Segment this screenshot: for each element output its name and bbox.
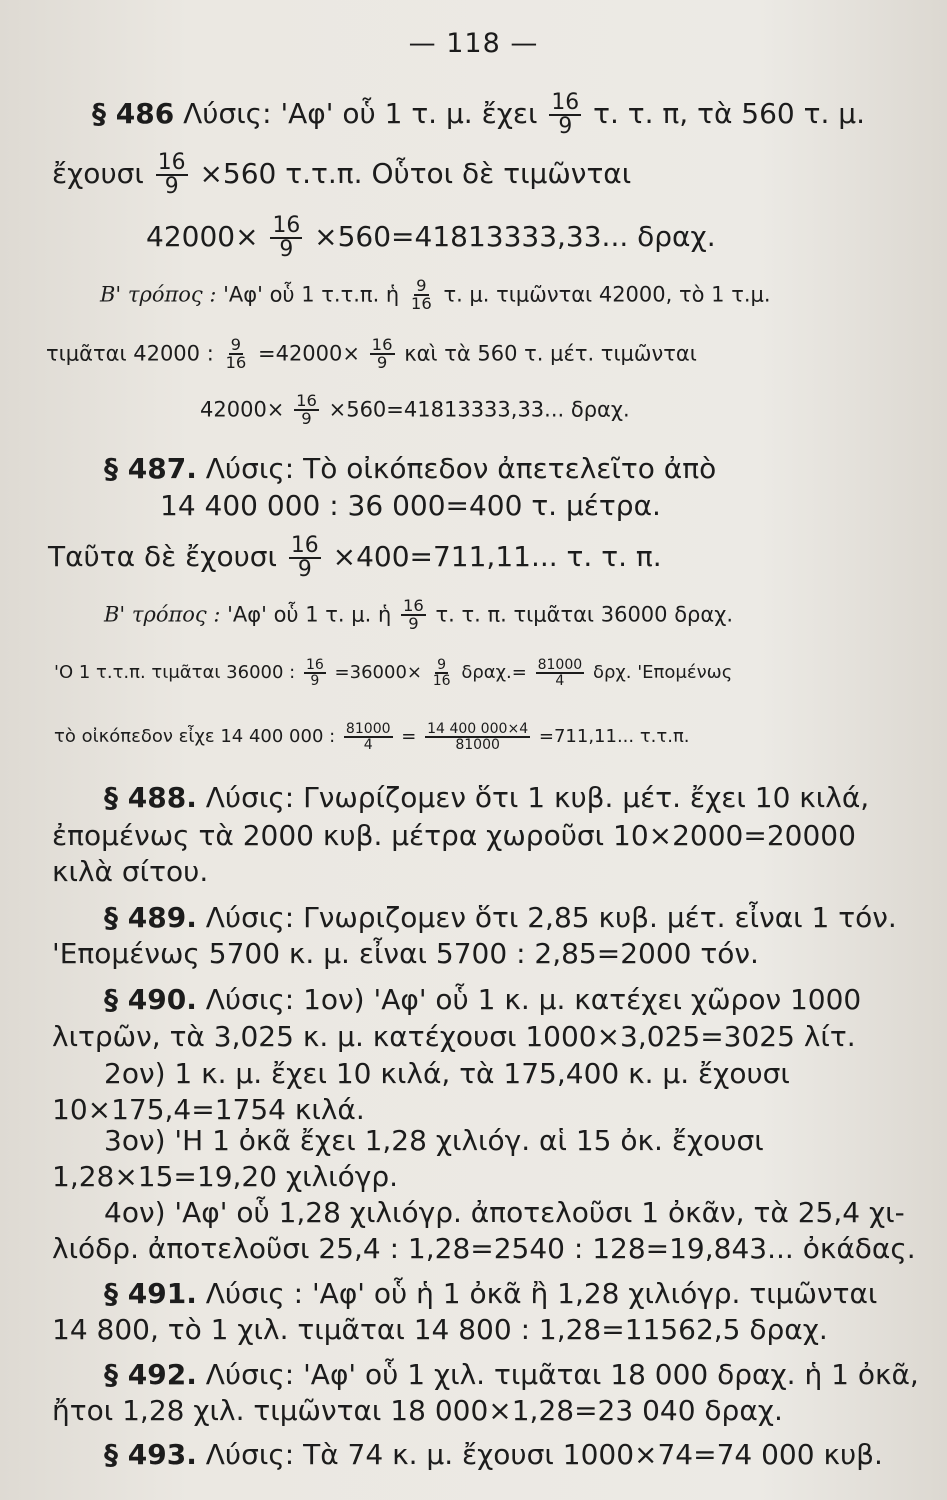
p490-line-5: 3ον) 'Η 1 ὀκᾶ ἔχει 1,28 χιλιόγ. αἱ 15 ὀκ. ἔχουσι [104,1124,764,1157]
fraction: $\frac{16}{9}$ [371,335,393,373]
p486-text: ×560=41813333,33... δραχ. [328,397,630,422]
p486-text: 42000× [146,219,259,253]
p490-line-3: 2ον) 1 κ. μ. ἔχει 10 κιλά, τὰ 175,400 κ. μ. ἔχουσι [104,1057,790,1090]
p487-text: = [401,726,417,748]
p486-line-3 [146,215,716,261]
method-label: Β' τρόπος : [100,282,217,307]
p491-line-1: § 491. Λύσις : 'Αφ' οὗ ἡ 1 ὀκᾶ ἢ 1,28 χιλιόγρ. τιμῶνται [104,1277,878,1310]
p487-text: 'Αφ' οὗ 1 τ. μ. ἡ [227,602,392,627]
fraction: $\frac{81000}{4}$ [537,657,583,690]
p487-text: 'Ο 1 τ.τ.π. τιμᾶται 36000 : [54,662,296,684]
method-label: Β' τρόπος : [104,602,221,627]
p487-line-5 [54,658,732,688]
p487-line-4 [104,598,733,633]
fraction: $\frac{16}{9}$ [296,391,317,429]
p486-line-1 [92,92,865,138]
section-number: § 492. [104,1358,197,1391]
fraction: $\frac{9}{16}$ [432,657,451,690]
section-number: § 489. [104,901,197,934]
p486-text: § 486 Λύσις: 'Αφ' οὗ 1 τ. μ. ἔχει [92,96,538,130]
p487-line-3 [48,535,662,581]
p487-text: =711,11... τ.τ.π. [538,726,690,748]
fraction: $\frac{9}{16}$ [410,276,432,314]
fraction: $\frac{16}{9}$ [157,150,186,199]
fraction: $\frac{9}{16}$ [225,335,247,373]
p487-text: δραχ.= [461,662,527,684]
p486-line-6 [200,393,630,428]
p487-text: ×400=711,11... τ. τ. π. [332,539,662,573]
p492-line-1: § 492. Λύσις: 'Αφ' οὗ 1 χιλ. τιμᾶται 18 000 δραχ. ἡ 1 ὀκᾶ, [104,1358,919,1391]
fraction: $\frac{14 400 000\times 4}{81000}$ [427,721,529,754]
p486-text: ×560 τ.τ.π. Οὗτοι δὲ τιμῶνται [199,156,632,190]
p488-line-3: κιλὰ σίτου. [52,855,209,888]
p486-line-4 [100,278,771,313]
p490-line-6: 1,28×15=19,20 χιλιόγρ. [52,1160,399,1193]
p486-text: τ. μ. τιμῶνται 42000, τὸ 1 τ.μ. [443,282,771,307]
p486-text: ×560=41813333,33... δραχ. [314,219,716,253]
fraction: $\frac{16}{9}$ [272,213,301,262]
fraction: $\frac{81000}{4}$ [345,721,391,754]
p486-text: 'Αφ' οὗ 1 τ.τ.π. ἡ [223,282,400,307]
p486-text: ἔχουσι [52,156,144,190]
section-number: § 488. [104,781,197,814]
p492-line-2: ἤτοι 1,28 χιλ. τιμῶνται 18 000×1,28=23 040 δραχ. [52,1394,783,1427]
p487-line-6 [54,722,690,752]
p487-text: τὸ οἰκόπεδον εἶχε 14 400 000 : [54,726,336,748]
p487-text: =36000× [334,662,422,684]
section-number: § 491. [104,1277,197,1310]
p490-line-7: 4ον) 'Αφ' οὗ 1,28 χιλιόγρ. ἀποτελοῦσι 1 ὀκᾶν, τὰ 25,4 χι- [104,1196,905,1229]
p486-text: τ. τ. π, τὰ 560 τ. μ. [593,96,866,130]
p487-line-2: 14 400 000 : 36 000=400 τ. μέτρα. [160,489,661,522]
section-number: § 490. [104,983,197,1016]
section-number: § 487. [104,452,197,485]
p487-text: τ. τ. π. τιμᾶται 36000 δραχ. [435,602,734,627]
p486-text: καὶ τὰ 560 τ. μέτ. τιμῶνται [404,341,697,366]
p486-text: τιμᾶται 42000 : [46,341,214,366]
p490-line-8: λιόδρ. ἀποτελοῦσι 25,4 : 1,28=2540 : 128=19,843... ὀκάδας. [52,1232,916,1265]
p489-line-1: § 489. Λύσις: Γνωριζομεν ὅτι 2,85 κυβ. μέτ. εἶναι 1 τόν. [104,901,897,934]
page-number: — 118 — [408,28,539,59]
p487-text: Ταῦτα δὲ ἔχουσι [48,539,278,573]
fraction: $\frac{16}{9}$ [403,596,424,634]
section-number: § 493. [104,1438,197,1471]
p487-line-1: § 487. Λύσις: Τὸ οἰκόπεδον ἀπετελεῖτο ἀπὸ [104,452,717,485]
p488-line-2: ἐπομένως τὰ 2000 κυβ. μέτρα χωροῦσι 10×2000=20000 [52,819,856,852]
p490-line-1: § 490. Λύσις: 1ον) 'Αφ' οὗ 1 κ. μ. κατέχει χῶρον 1000 [104,983,862,1016]
p486-line-2 [52,152,631,198]
p489-line-2: 'Επομένως 5700 κ. μ. εἶναι 5700 : 2,85=2000 τόν. [52,937,759,970]
p490-line-4: 10×175,4=1754 κιλά. [52,1093,365,1126]
p486-text: 42000× [200,397,285,422]
p490-line-2: λιτρῶν, τὰ 3,025 κ. μ. κατέχουσι 1000×3,025=3025 λίτ. [52,1020,856,1053]
fraction: $\frac{16}{9}$ [551,90,580,139]
p488-line-1: § 488. Λύσις: Γνωρίζομεν ὅτι 1 κυβ. μέτ. ἔχει 10 κιλά, [104,781,870,814]
fraction: $\frac{16}{9}$ [290,533,319,582]
fraction: $\frac{16}{9}$ [305,657,324,690]
p487-text: δρχ. 'Επομένως [592,662,733,684]
p491-line-2: 14 800, τὸ 1 χιλ. τιμᾶται 14 800 : 1,28=11562,5 δραχ. [52,1313,828,1346]
p493-line-1: § 493. Λύσις: Τὰ 74 κ. μ. ἔχουσι 1000×74=74 000 κυβ. [104,1438,883,1471]
p486-line-5 [46,337,697,372]
section-number: § 486 [92,96,175,130]
p486-text: =42000× [257,341,360,366]
